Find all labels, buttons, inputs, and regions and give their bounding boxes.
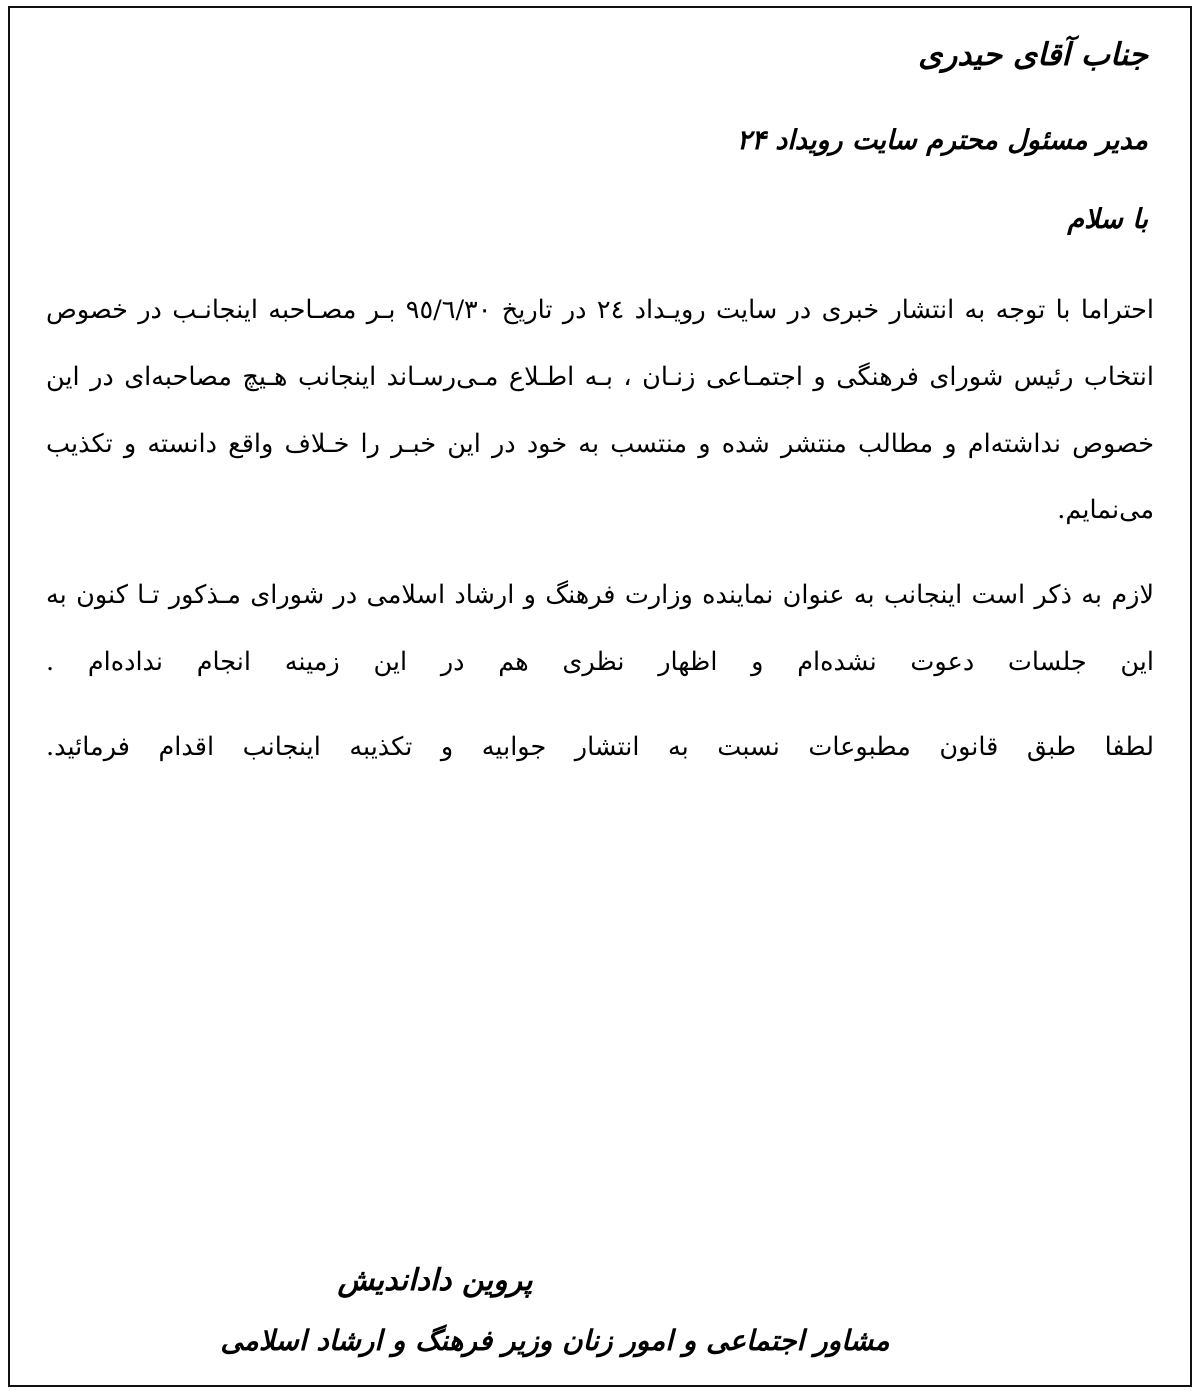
letter-body bbox=[46, 277, 1154, 781]
letter-sheet bbox=[8, 6, 1192, 1387]
body-paragraph-1: احتراما با توجه به انتشار خبری در سایت رویـداد ۲٤ در تاریخ ۹٥/٦/۳۰ بـر مصـاحبه اینجانـب در خصوص انتخاب رئیس شورای فرهنگی و اجتمـاعی زنـان ، بـه اطـلاع مـی‌رسـاند اینجانب هـیچ مصاحبه‌ای در این خصوص نداشته‌ام و مطالب منتشر شده و منتسب به خود در این خبـر را خـلاف واقع دانسته و تکذیب می‌نمایم. bbox=[46, 295, 1154, 526]
addressee-line: مدیر مسئول محترم سایت رویداد ۲۴ bbox=[736, 125, 1148, 156]
signature-block bbox=[10, 1263, 1190, 1357]
body-paragraph-3: لطفا طبق قانون مطبوعات نسبت به انتشار جوابیه و تکذیبه اینجانب اقدام فرمائید. bbox=[46, 731, 1154, 762]
letter-content bbox=[10, 8, 1190, 1385]
body-paragraph-2: لازم به ذکر است اینجانب به عنوان نماینده وزارت فرهنگ و ارشاد اسلامی در شورای مـذکور تـا کنون به این جلسات دعوت نشده‌ام و اظهار نظری هم در این زمینه انجام نداده‌ام . bbox=[46, 580, 1154, 677]
salutation-line: جناب آقای حیدری bbox=[918, 37, 1148, 73]
greeting-line: با سلام bbox=[1067, 204, 1148, 235]
signature-name: پروین داداندیش bbox=[337, 1263, 533, 1298]
signature-title: مشاور اجتماعی و امور زنان وزیر فرهنگ و ارشاد اسلامی bbox=[220, 1324, 890, 1357]
